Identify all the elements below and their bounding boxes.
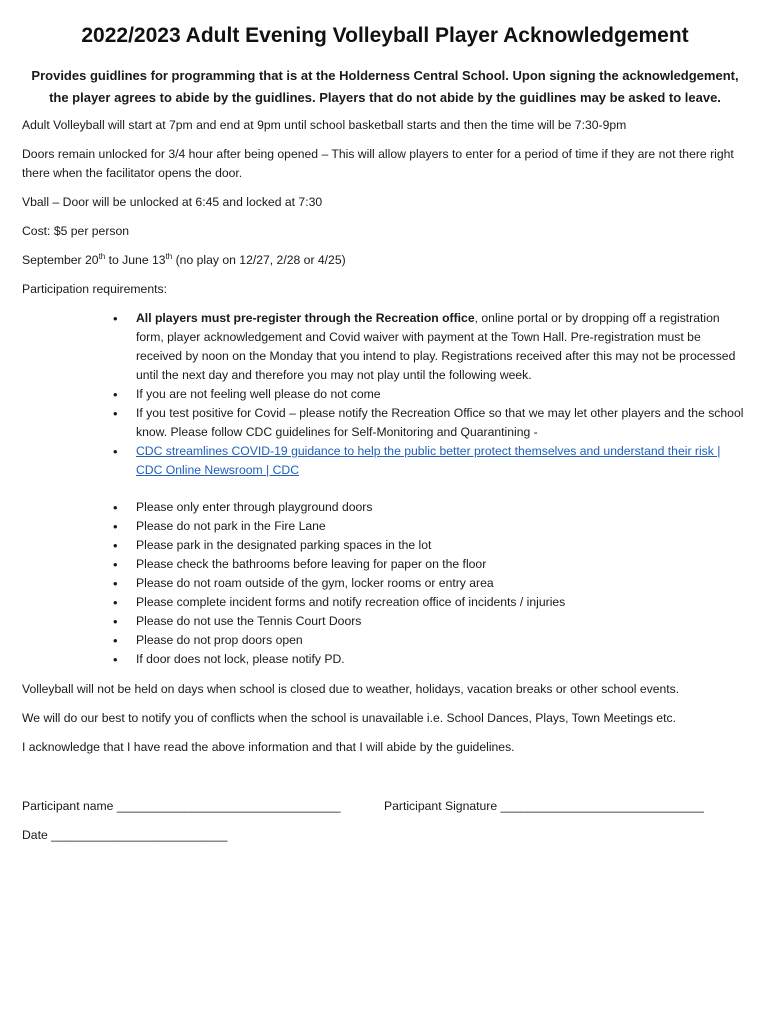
list-spacer <box>0 480 750 498</box>
dates-end: (no play on 12/27, 2/28 or 4/25) <box>172 253 346 267</box>
list-item-text: If you are not feeling well please do not come <box>136 387 381 401</box>
list-item <box>0 404 750 442</box>
requirements-list <box>0 309 770 669</box>
conflicts-text: We will do our best to notify you of conflicts when the school is unavailable i.e. School Dances, Plays, Town Meetings etc. <box>22 711 676 725</box>
list-item <box>0 498 750 517</box>
list-item <box>0 517 750 536</box>
bullet-icon: • <box>113 500 118 515</box>
intro-text: Provides guidlines for programming that is at the Holderness Central School. Upon signing the acknowledgement, the player agrees to abide by the guidlines. Players that do not abide by the guidlines may be asked to leave. <box>31 68 739 105</box>
list-item <box>0 650 750 669</box>
doors-text: Doors remain unlocked for 3/4 hour after being opened – This will allow players to enter for a period of time if they are not there right there when the facilitator opens the door. <box>22 147 734 180</box>
dates-mid: to June 13 <box>105 253 166 267</box>
bullet-icon: • <box>113 538 118 553</box>
dates-sup2: th <box>165 251 173 261</box>
participant-name-field[interactable]: Participant name _________________________________ <box>22 799 341 813</box>
list-item <box>0 631 750 650</box>
cost-text: Cost: $5 per person <box>22 224 130 238</box>
list-item <box>0 593 750 612</box>
list-item <box>0 385 750 404</box>
cdc-link[interactable]: CDC streamlines COVID-19 guidance to help the public better protect themselves and understand their risk | CDC Online Newsroom | CDC <box>136 444 721 477</box>
register-bold: All players must pre-register through the Recreation office <box>136 311 475 325</box>
bullet-icon: • <box>113 519 118 534</box>
bullet-icon: • <box>113 406 118 421</box>
acknowledge-text: I acknowledge that I have read the above information and that I will abide by the guidelines. <box>22 740 515 754</box>
participation-heading: Participation requirements: <box>22 282 167 296</box>
rule-text: Please do not use the Tennis Court Doors <box>136 614 362 628</box>
rule-text: Please do not prop doors open <box>136 633 303 647</box>
dates-sup1: th <box>98 251 106 261</box>
list-item <box>0 574 750 593</box>
bullet-icon: • <box>113 595 118 610</box>
vball-text: Vball – Door will be unlocked at 6:45 and locked at 7:30 <box>22 195 323 209</box>
date-field[interactable]: Date __________________________ <box>22 828 228 842</box>
bullet-icon: • <box>113 444 118 459</box>
rule-text: Please park in the designated parking spaces in the lot <box>136 538 432 552</box>
rule-text: Please only enter through playground doors <box>136 500 373 514</box>
bullet-icon: • <box>113 387 118 402</box>
bullet-icon: • <box>113 614 118 629</box>
schedule-text: Adult Volleyball will start at 7pm and end at 9pm until school basketball starts and then the time will be 7:30-9pm <box>22 118 627 132</box>
bullet-icon: • <box>113 633 118 648</box>
rule-text: Please check the bathrooms before leaving for paper on the floor <box>136 557 487 571</box>
register-rest: , online portal or by dropping off a registration form, player acknowledgement and Covid waiver with payment at the Town Hall. Pre-registration must be received by noon on the Monday that you intend to play. Registrations received after this may not be processed until the next day and therefore you may not play until the following week. <box>136 311 736 382</box>
list-item <box>0 442 750 480</box>
dates-text <box>22 251 752 270</box>
list-item <box>0 612 750 631</box>
list-item <box>0 555 750 574</box>
list-item <box>0 309 750 385</box>
list-item <box>0 536 750 555</box>
bullet-icon: • <box>113 311 118 326</box>
participant-signature-field[interactable]: Participant Signature ______________________________ <box>384 799 704 813</box>
list-item-text: If you test positive for Covid – please notify the Recreation Office so that we may let other players and the school know. Please follow CDC guidelines for Self-Monitoring and Quarantining - <box>136 406 744 439</box>
dates-start: September 20 <box>22 253 99 267</box>
bullet-icon: • <box>113 557 118 572</box>
rule-text: Please complete incident forms and notify recreation office of incidents / injuries <box>136 595 566 609</box>
rule-text: If door does not lock, please notify PD. <box>136 652 345 666</box>
weather-text: Volleyball will not be held on days when school is closed due to weather, holidays, vacation breaks or other school events. <box>22 682 680 696</box>
bullet-icon: • <box>113 576 118 591</box>
rule-text: Please do not roam outside of the gym, locker rooms or entry area <box>136 576 494 590</box>
page-title: 2022/2023 Adult Evening Volleyball Player Acknowledgement <box>81 24 689 47</box>
rule-text: Please do not park in the Fire Lane <box>136 519 326 533</box>
bullet-icon: • <box>113 652 118 667</box>
